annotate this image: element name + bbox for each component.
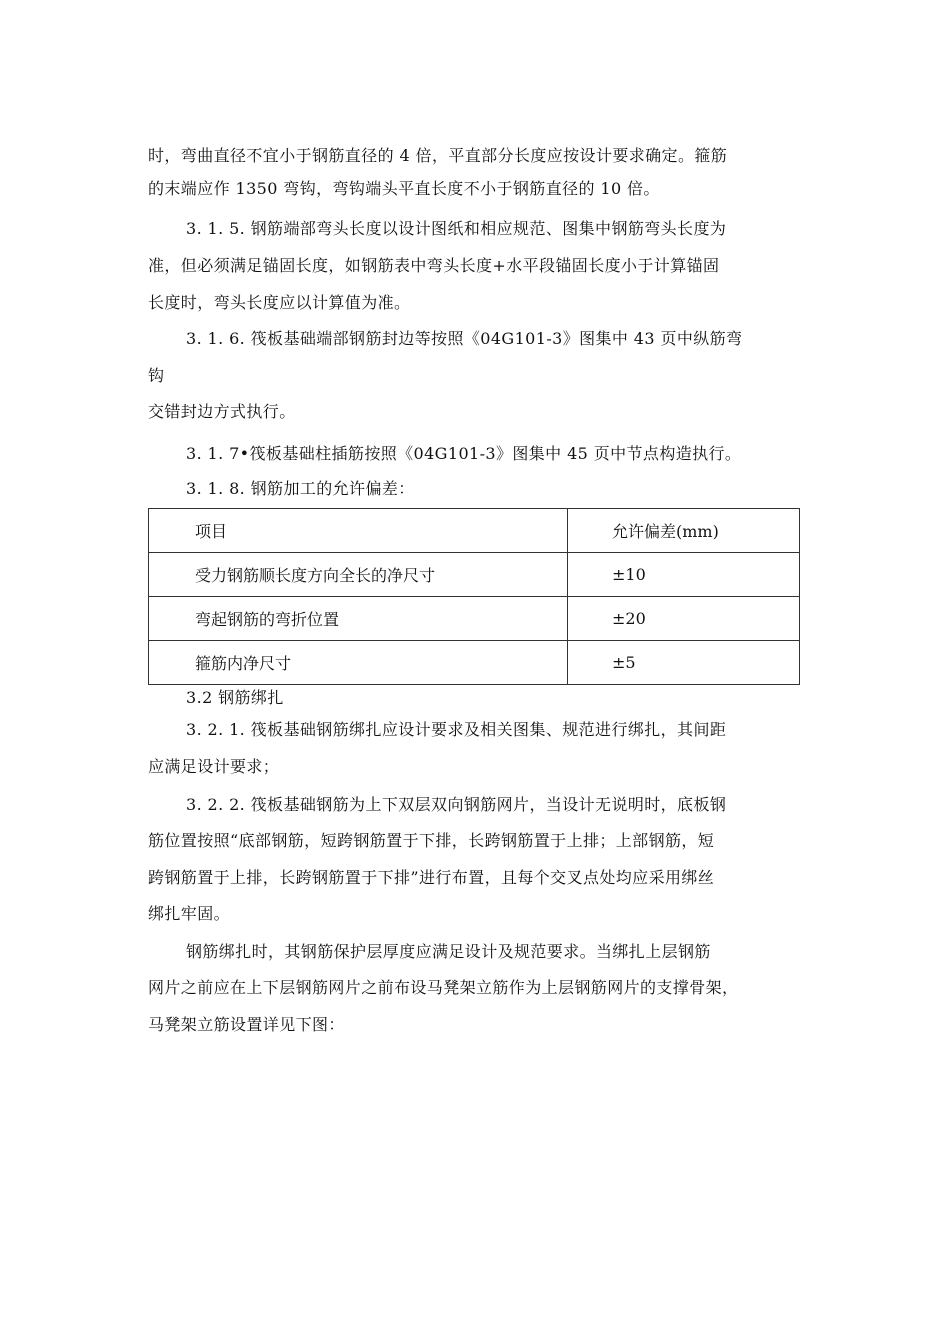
table-row xyxy=(149,597,800,641)
paragraph-line: 网片之前应在上下层钢筋网片之前布设马凳架立筋作为上层钢筋网片的支撑骨架， xyxy=(148,978,739,997)
table-cell: 弯起钢筋的弯折位置 xyxy=(149,597,568,641)
paragraph-line: 准，但必须满足锚固长度，如钢筋表中弯头长度+水平段锚固长度小于计算锚固 xyxy=(148,256,720,275)
paragraph-line: 钩 xyxy=(148,366,165,385)
paragraph-line: 马凳架立筋设置详见下图： xyxy=(148,1015,345,1034)
paragraph-line: 3. 2. 1. 筏板基础钢筋绑扎应设计要求及相关图集、规范进行绑扎，其间距 xyxy=(186,720,727,739)
table-header-cell: 项目 xyxy=(149,509,568,553)
paragraph-line: 3. 1. 5. 钢筋端部弯头长度以设计图纸和相应规范、图集中钢筋弯头长度为 xyxy=(186,219,727,238)
table-row xyxy=(149,641,800,685)
table-header-cell: 允许偏差(mm) xyxy=(568,509,800,553)
table-cell: 箍筋内净尺寸 xyxy=(149,641,568,685)
table-cell: ±20 xyxy=(568,597,800,641)
table-cell: 受力钢筋顺长度方向全长的净尺寸 xyxy=(149,553,568,597)
paragraph-line: 3. 1. 8. 钢筋加工的允许偏差： xyxy=(186,479,415,498)
table-cell: ±10 xyxy=(568,553,800,597)
paragraph-line: 长度时，弯头长度应以计算值为准。 xyxy=(148,293,411,312)
table-header-row xyxy=(149,509,800,553)
paragraph-line: 筋位置按照“底部钢筋，短跨钢筋置于下排，长跨钢筋置于上排；上部钢筋，短 xyxy=(148,831,715,850)
paragraph-line: 跨钢筋置于上排，长跨钢筋置于下排”进行布置，且每个交叉点处均应采用绑丝 xyxy=(148,868,715,887)
paragraph-line: 3. 2. 2. 筏板基础钢筋为上下双层双向钢筋网片，当设计无说明时，底板钢 xyxy=(186,795,727,814)
paragraph-line: 3. 1. 7•筏板基础柱插筋按照《04G101-3》图集中 45 页中节点构造执行。 xyxy=(186,444,742,463)
paragraph-line: 时，弯曲直径不宜小于钢筋直径的 4 倍，平直部分长度应按设计要求确定。箍筋 xyxy=(148,146,728,165)
paragraph-line: 绑扎牢固。 xyxy=(148,904,231,923)
section-heading: 3.2 钢筋绑扎 xyxy=(186,688,284,707)
table-row xyxy=(149,553,800,597)
paragraph-line: 交错封边方式执行。 xyxy=(148,402,296,421)
paragraph-line: 钢筋绑扎时，其钢筋保护层厚度应满足设计及规范要求。当绑扎上层钢筋 xyxy=(186,942,711,961)
paragraph-line: 的末端应作 1350 弯钩，弯钩端头平直长度不小于钢筋直径的 10 倍。 xyxy=(148,179,660,198)
table-cell: ±5 xyxy=(568,641,800,685)
tolerance-table xyxy=(148,508,800,685)
paragraph-line: 应满足设计要求； xyxy=(148,757,280,776)
paragraph-line: 3. 1. 6. 筏板基础端部钢筋封边等按照《04G101-3》图集中 43 页中纵筋弯 xyxy=(186,329,743,348)
